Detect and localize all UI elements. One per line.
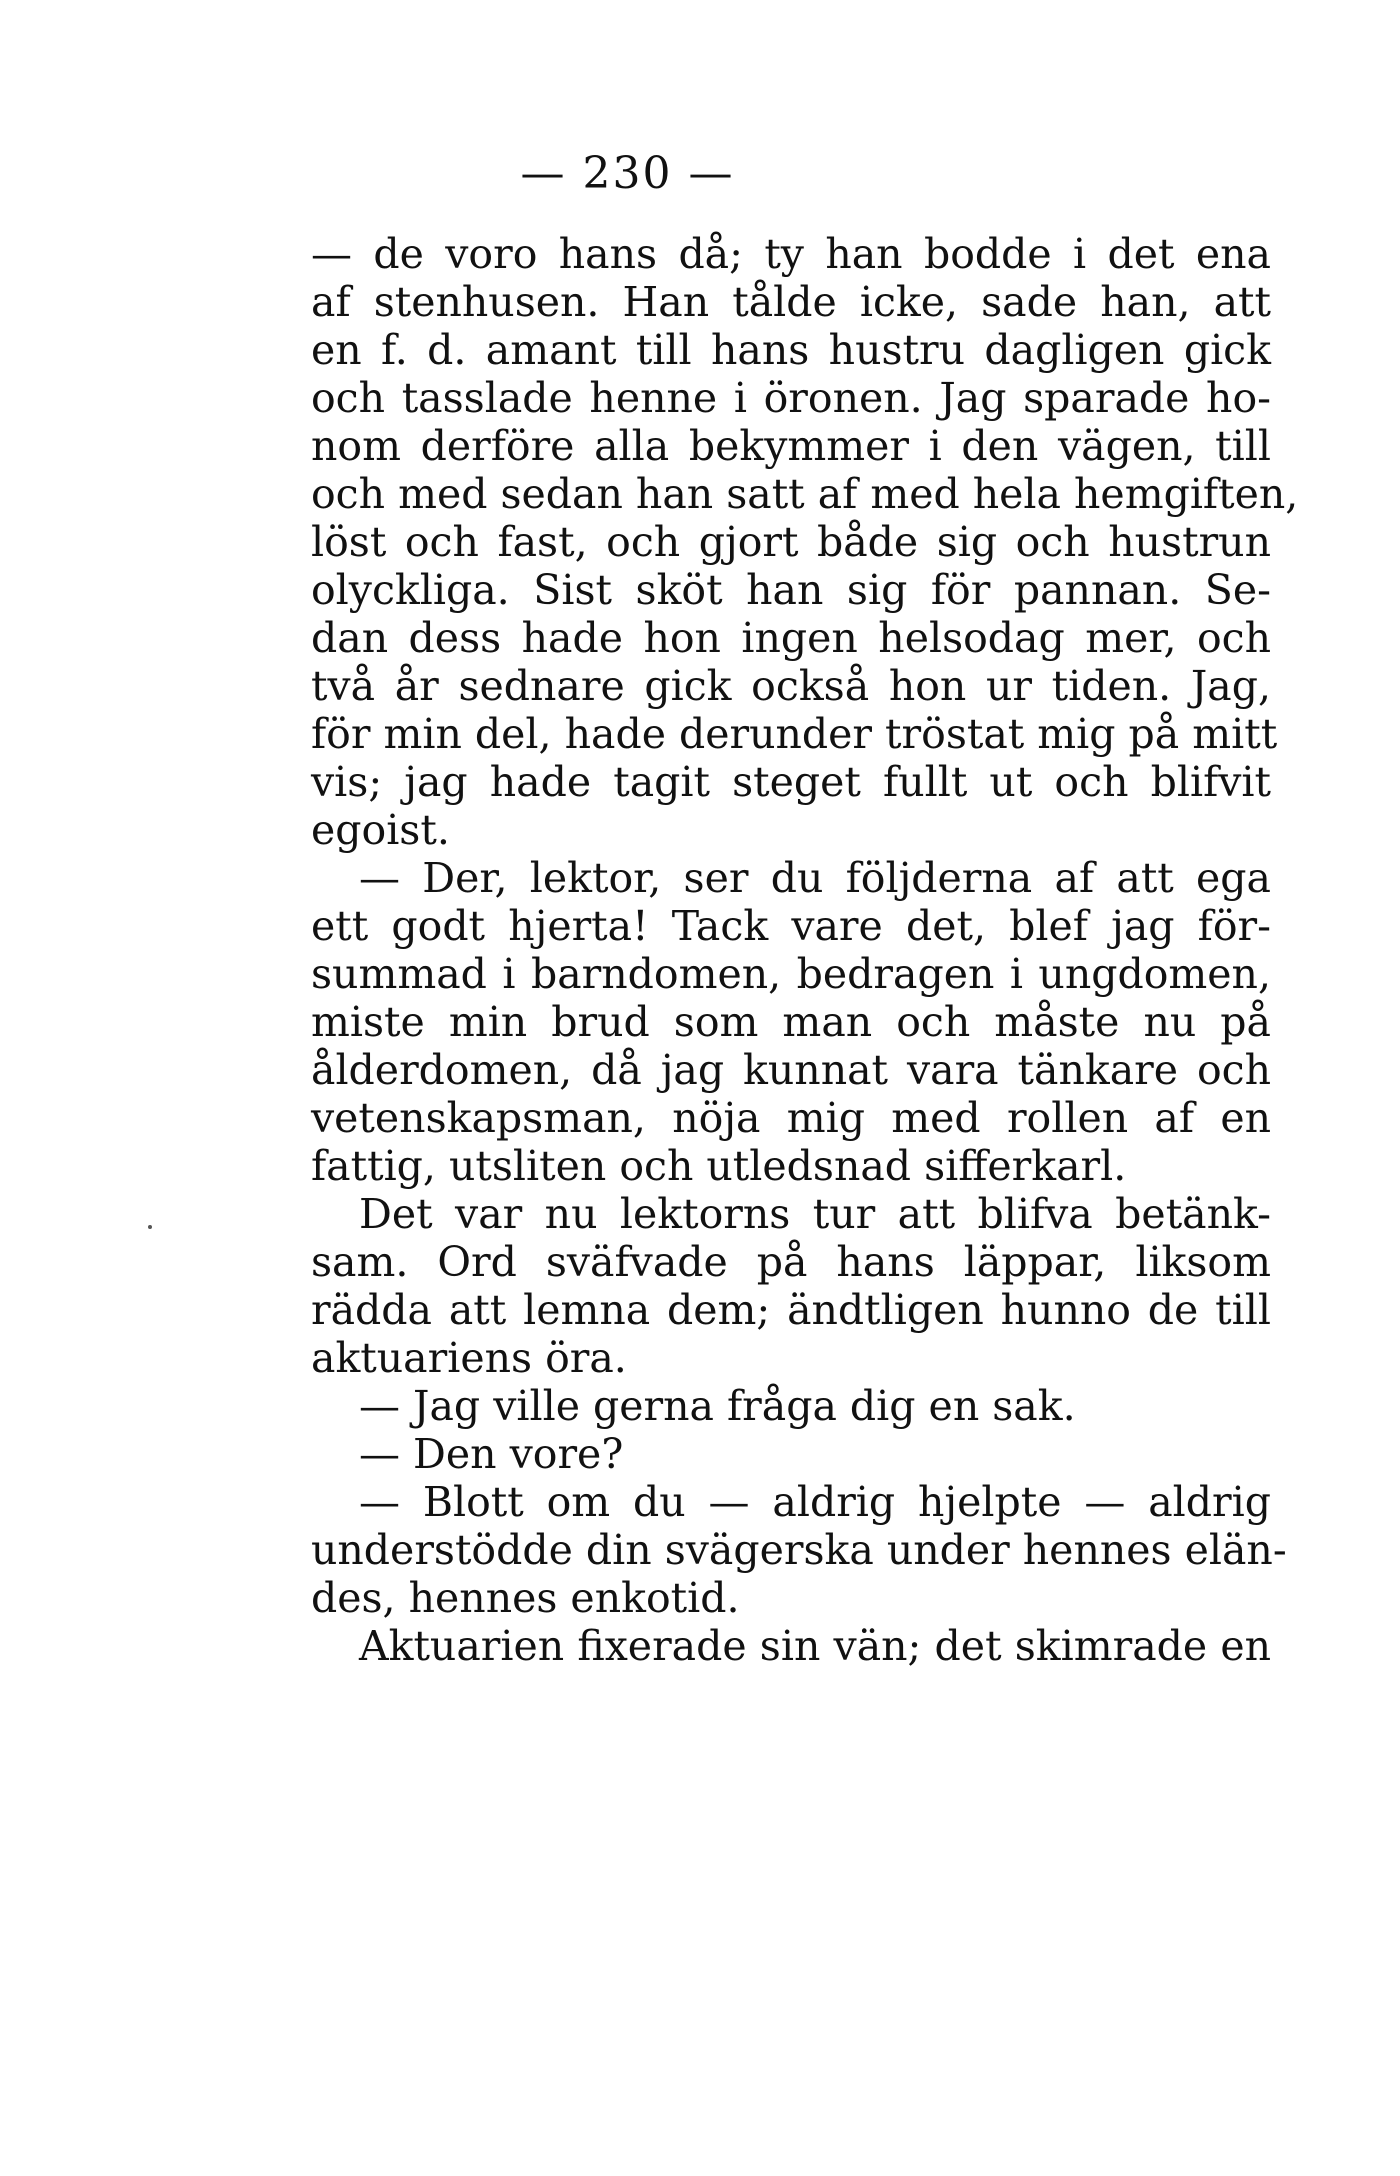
text-line: — de voro hans då; ty han bodde i det ena [311, 230, 1271, 278]
text-line: des, hennes enkotid. [311, 1574, 740, 1622]
text-line: olyckliga. Sist sköt han sig för pannan. Se- [311, 566, 1271, 614]
text-line: — Blott om du — aldrig hjelpte — aldrig [359, 1478, 1271, 1526]
text-line: dan dess hade hon ingen helsodag mer, och [311, 614, 1271, 662]
page-number: — 230 — [520, 148, 735, 199]
text-line: två år sednare gick också hon ur tiden. Jag, [311, 662, 1271, 710]
text-line: löst och fast, och gjort både sig och hustrun [311, 518, 1271, 566]
text-line: summad i barndomen, bedragen i ungdomen, [311, 950, 1271, 998]
text-line: och med sedan han satt af med hela hemgiften, [311, 470, 1299, 518]
text-line: ålderdomen, då jag kunnat vara tänkare och [311, 1046, 1271, 1094]
stray-ink-mark [148, 1225, 152, 1229]
text-line: vis; jag hade tagit steget fullt ut och blifvit [311, 758, 1271, 806]
text-line: rädda att lemna dem; ändtligen hunno de till [311, 1286, 1271, 1334]
body-text [311, 230, 1299, 1670]
text-line: egoist. [311, 806, 450, 854]
text-line: miste min brud som man och måste nu på [311, 998, 1271, 1046]
text-line: fattig, utsliten och utledsnad sifferkarl. [311, 1142, 1127, 1190]
text-line: understödde din svägerska under hennes elän- [311, 1526, 1287, 1574]
text-line: en f. d. amant till hans hustru dagligen gick [311, 326, 1271, 374]
text-line: Aktuarien fixerade sin vän; det skimrade en [359, 1622, 1271, 1670]
text-line: och tasslade henne i öronen. Jag sparade ho- [311, 374, 1271, 422]
text-line: — Der, lektor, ser du följderna af att ega [359, 854, 1271, 902]
text-line: sam. Ord sväfvade på hans läppar, liksom [311, 1238, 1271, 1286]
text-line: — Den vore? [359, 1430, 624, 1478]
text-line: vetenskapsman, nöja mig med rollen af en [311, 1094, 1271, 1142]
text-line: för min del, hade derunder tröstat mig på mitt [311, 710, 1278, 758]
text-line: af stenhusen. Han tålde icke, sade han, att [311, 278, 1271, 326]
text-line: ett godt hjerta! Tack vare det, blef jag för- [311, 902, 1271, 950]
text-line: aktuariens öra. [311, 1334, 627, 1382]
text-line: nom derföre alla bekymmer i den vägen, till [311, 422, 1271, 470]
text-line: Det var nu lektorns tur att blifva betänk- [359, 1190, 1271, 1238]
text-line: — Jag ville gerna fråga dig en sak. [359, 1382, 1076, 1430]
